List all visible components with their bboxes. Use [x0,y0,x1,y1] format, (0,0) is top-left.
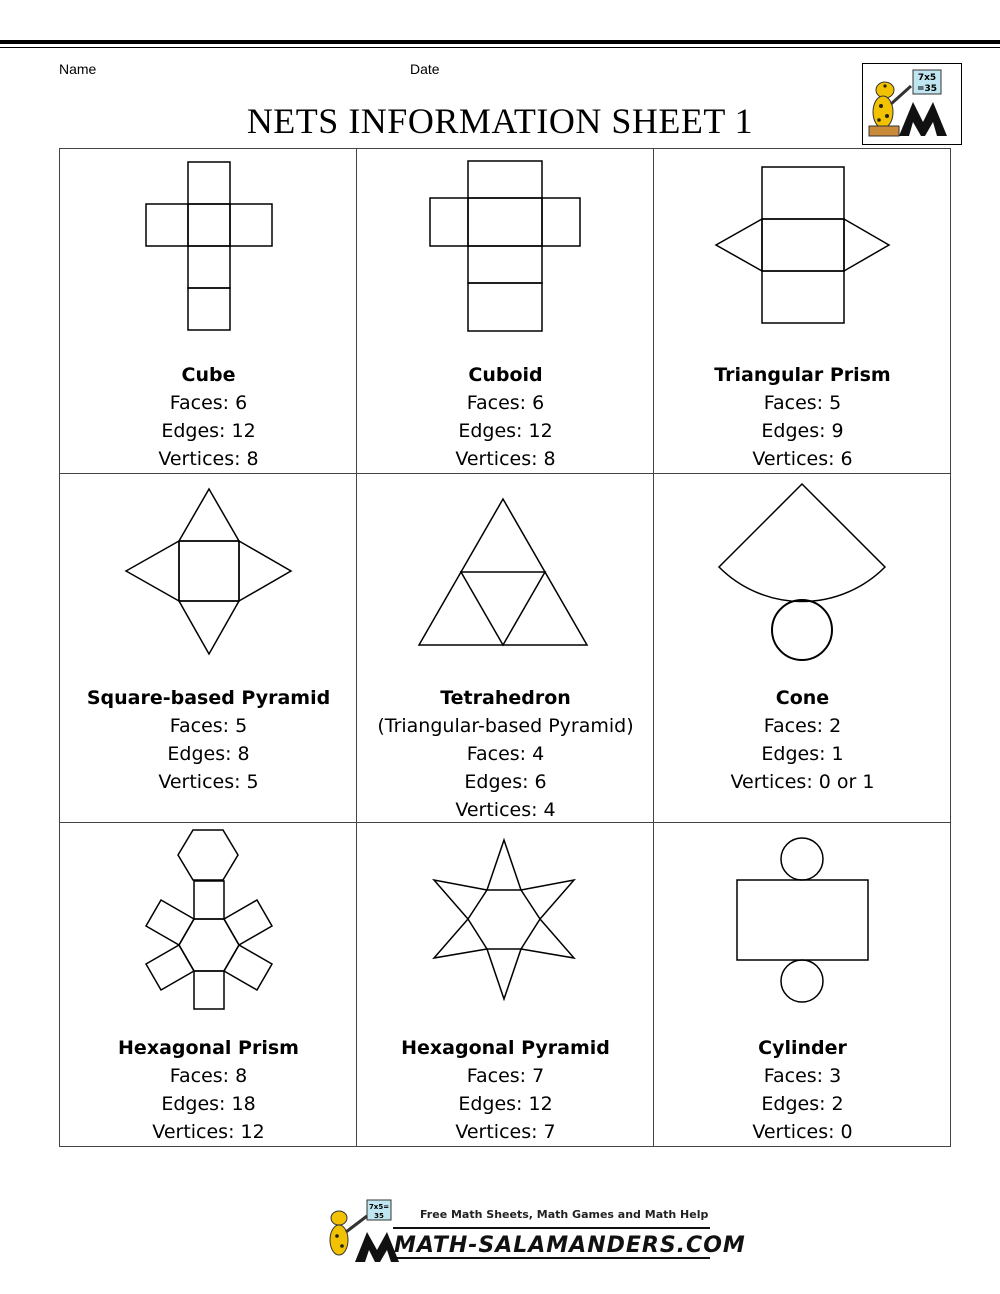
shape-faces: Faces: 4 [466,743,545,765]
shape-edges: Edges: 9 [761,420,844,442]
cell-square-pyramid-info [60,684,357,796]
cell-cube [60,149,357,474]
cell-square-pyramid [60,474,357,823]
nets-grid [59,148,951,1147]
cell-triangular-prism [654,149,951,474]
shape-name: Cube [181,364,236,386]
date-label: Date [410,61,440,77]
shape-edges: Edges: 2 [761,1093,844,1115]
cell-cylinder [654,823,951,1146]
shape-vertices: Vertices: 0 [752,1121,853,1143]
cell-cube-info [60,361,357,473]
cone-net-icon [654,474,951,674]
cell-cone-info [654,684,951,796]
cell-cone [654,474,951,823]
logo-badge-line2: =35 [916,84,938,94]
shape-edges: Edges: 18 [161,1093,256,1115]
logo-badge-line1: 7x5 [917,73,937,83]
shape-edges: Edges: 6 [464,771,547,793]
shape-faces: Faces: 6 [466,392,545,414]
shape-name: Tetrahedron [440,687,571,709]
hexagonal-prism-net-icon [60,823,357,1023]
shape-vertices: Vertices: 5 [158,771,259,793]
shape-faces: Faces: 6 [169,392,248,414]
shape-faces: Faces: 8 [169,1065,248,1087]
page-title: NETS INFORMATION SHEET 1 [246,101,754,141]
cell-hexagonal-pyramid-info [357,1034,654,1146]
footer-tagline: Free Math Sheets, Math Games and Math Help [420,1208,709,1221]
shape-faces: Faces: 2 [763,715,842,737]
cell-hexagonal-prism [60,823,357,1146]
shape-name: Cone [775,687,830,709]
shape-faces: Faces: 5 [169,715,248,737]
shape-edges: Edges: 12 [458,420,553,442]
shape-vertices: Vertices: 4 [455,799,556,821]
cell-hexagonal-pyramid [357,823,654,1146]
shape-faces: Faces: 3 [763,1065,842,1087]
shape-name: Square-based Pyramid [86,687,331,709]
shape-vertices: Vertices: 8 [158,448,259,470]
shape-faces: Faces: 5 [763,392,842,414]
shape-name: Cylinder [758,1037,847,1059]
footer-site-name: MATH-SALAMANDERS.COM [394,1233,746,1258]
cell-tetrahedron-info [357,684,654,824]
cell-triangular-prism-info [654,361,951,473]
cube-net-icon [60,149,357,349]
shape-edges: Edges: 12 [458,1093,553,1115]
shape-faces: Faces: 7 [466,1065,545,1087]
salamander-logo-icon [863,64,961,144]
tetrahedron-net-icon [357,474,654,674]
shape-subtitle: (Triangular-based Pyramid) [377,715,634,737]
cell-cuboid-info [357,361,654,473]
name-label: Name [59,61,97,77]
cell-hexagonal-prism-info [60,1034,357,1146]
cell-cylinder-info [654,1034,951,1146]
cell-tetrahedron [357,474,654,823]
cylinder-net-icon [654,823,951,1023]
top-rule-thick [0,40,1000,44]
shape-vertices: Vertices: 7 [455,1121,556,1143]
shape-vertices: Vertices: 8 [455,448,556,470]
shape-name: Hexagonal Pyramid [401,1037,610,1059]
square-pyramid-net-icon [60,474,357,674]
top-rule-thin [0,47,1000,48]
shape-name: Hexagonal Prism [118,1037,299,1059]
hexagonal-pyramid-net-icon [357,823,654,1023]
salamander-logo [862,63,962,145]
shape-vertices: Vertices: 12 [152,1121,265,1143]
footer-badge-line2: 35 [374,1212,384,1220]
shape-name: Triangular Prism [714,364,891,386]
cell-cuboid [357,149,654,474]
cuboid-net-icon [357,149,654,349]
shape-name: Cuboid [468,364,543,386]
shape-vertices: Vertices: 0 or 1 [730,771,875,793]
footer-badge-line1: 7x5= [368,1203,390,1211]
shape-edges: Edges: 12 [161,420,256,442]
shape-edges: Edges: 8 [167,743,250,765]
shape-edges: Edges: 1 [761,743,844,765]
triangular-prism-net-icon [654,149,951,349]
shape-vertices: Vertices: 6 [752,448,853,470]
